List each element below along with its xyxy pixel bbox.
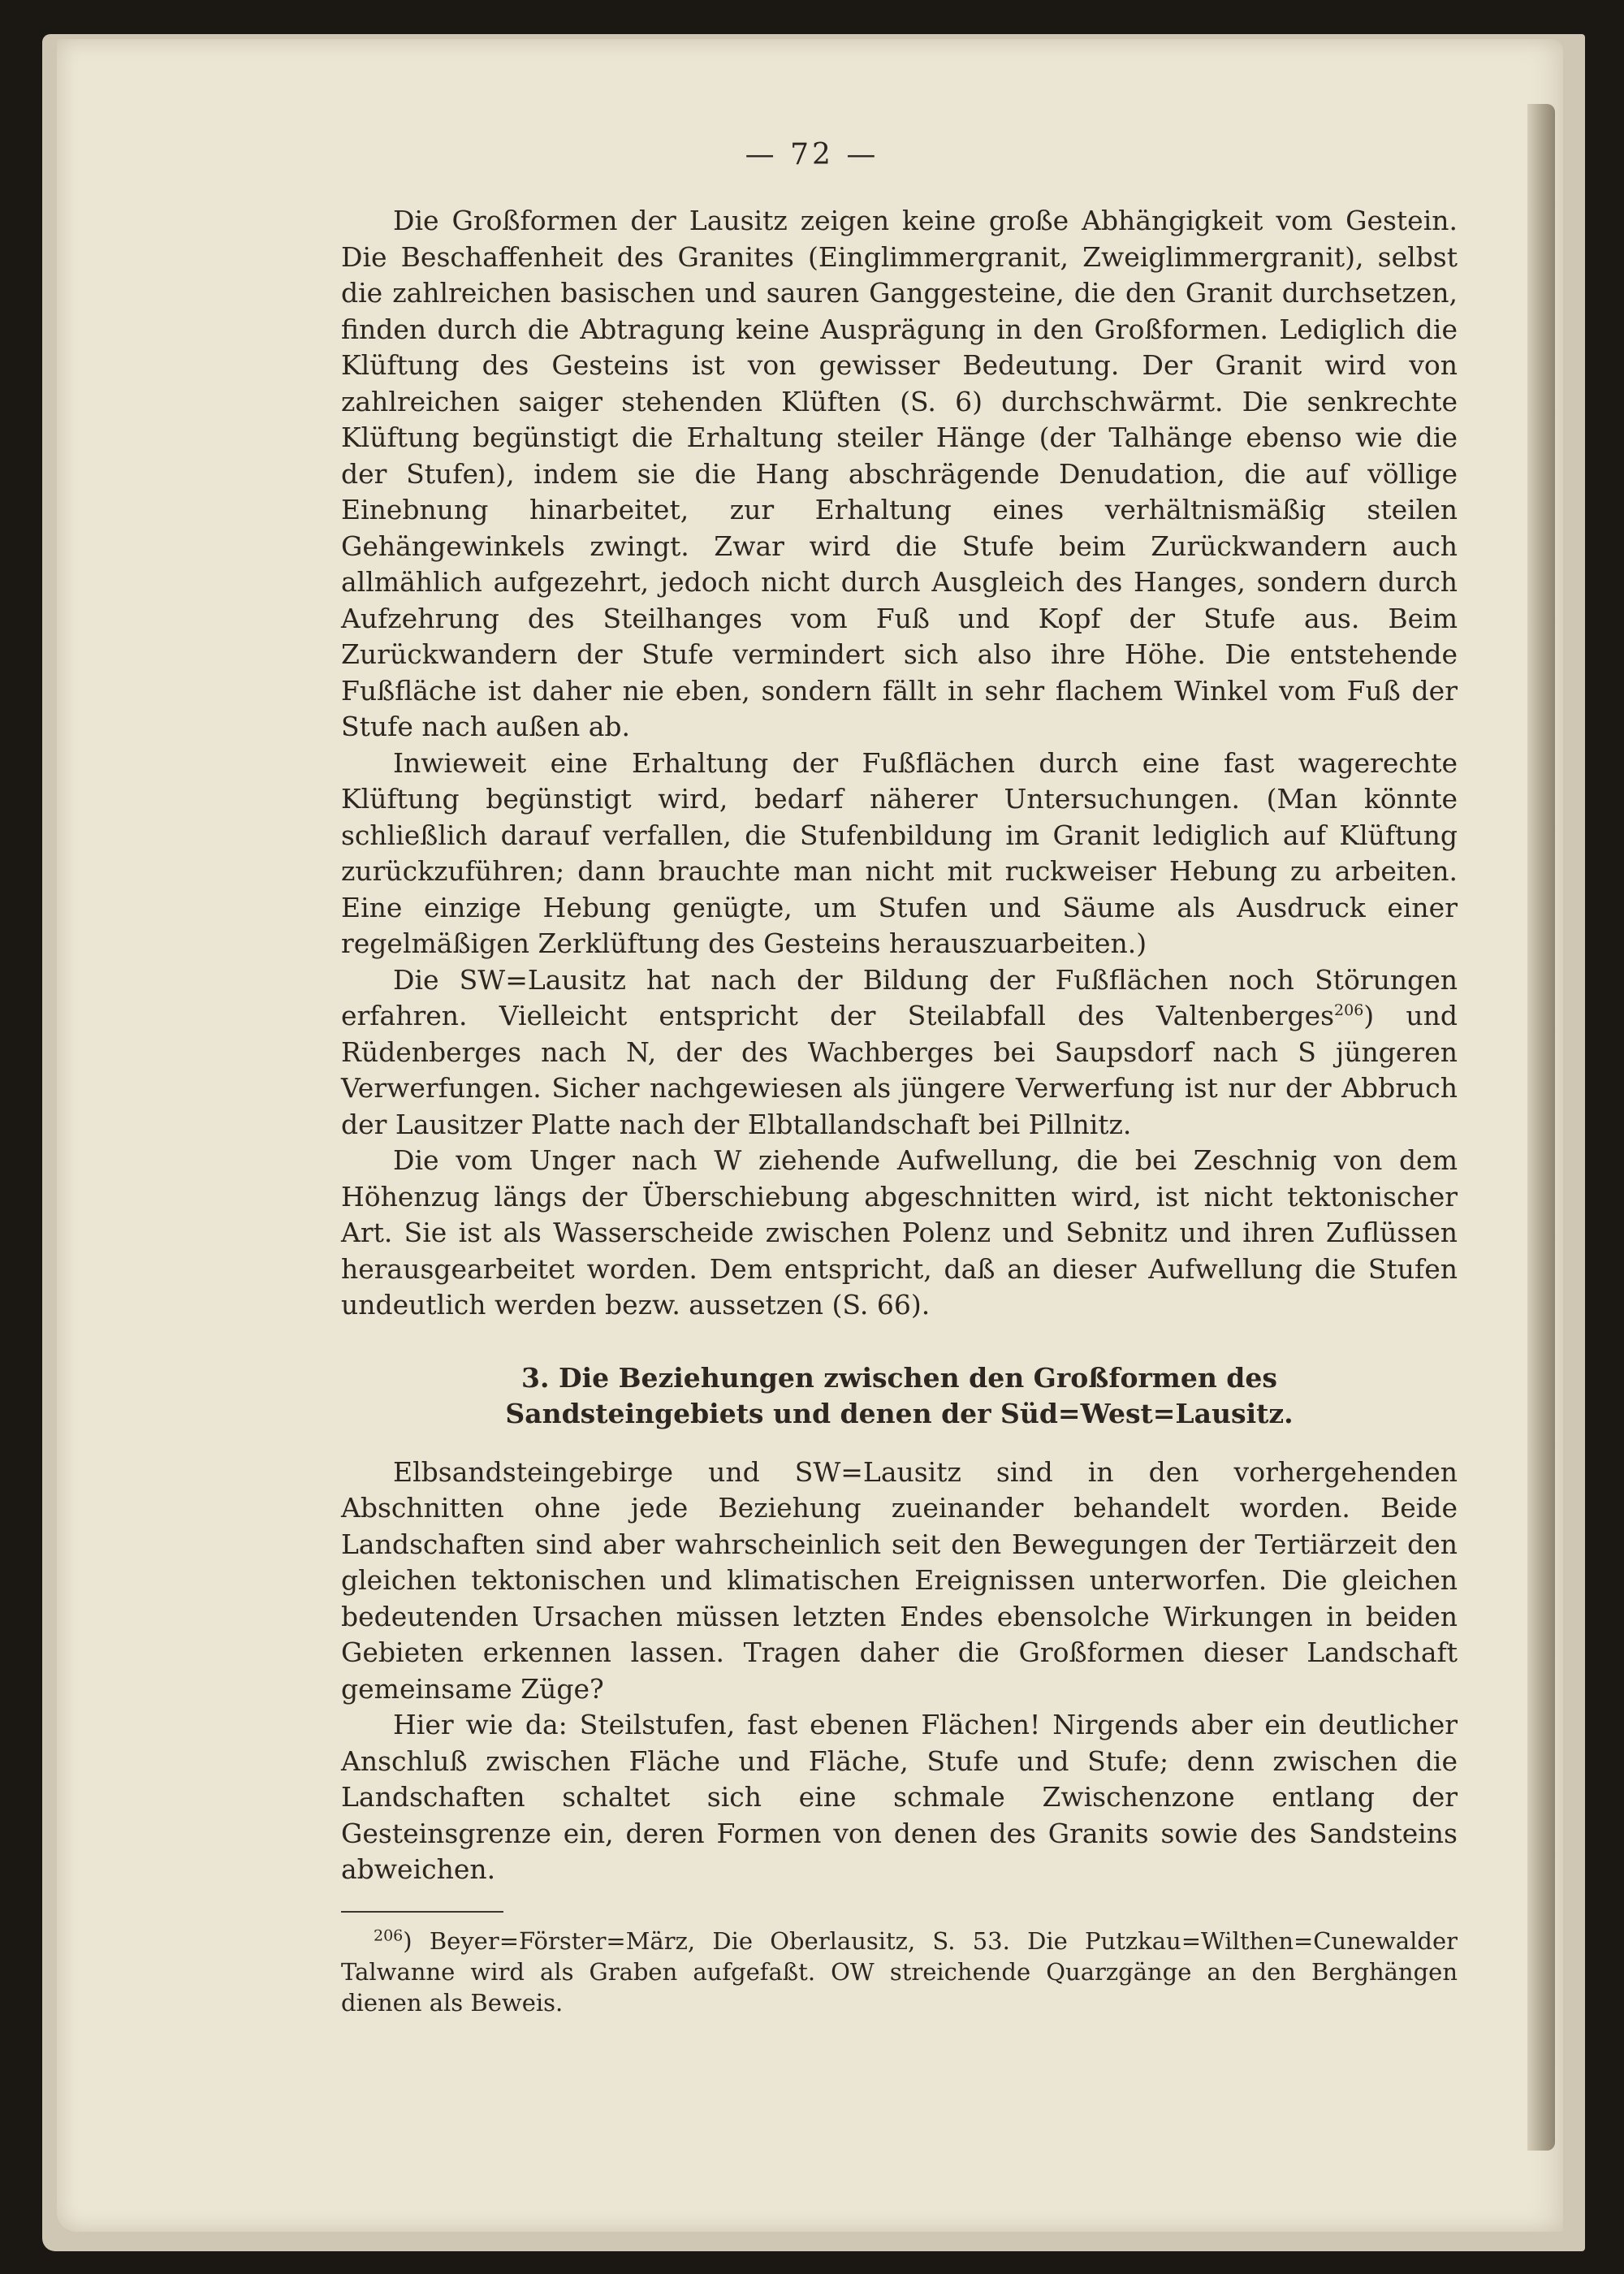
page-fore-edge (1527, 104, 1555, 2151)
footnote-reference: 206 (1334, 1001, 1364, 1019)
paragraph-granite-forms: Die Großformen der Lausitz zeigen keine große Abhängigkeit vom Gestein. Die Beschaffenheit des Granites (Einglimmergranit, Zweiglimmergranit), selbst die zahlreichen basischen und sauren Ganggesteine, die den Granit durchsetzen, finden durch die Abtragung keine Ausprägung in den Großformen. Lediglich die Klüftung des Gesteins ist von gewisser Bedeutung. Der Granit wird von zahlreichen saiger stehenden Klüften (S. 6) durchschwärmt. Die senkrechte Klüftung begünstigt die Erhaltung steiler Hänge (der Talhänge ebenso wie die der Stufen), indem sie die Hang abschrägende Denudation, die auf völlige Einebnung hinarbeitet, zur Erhaltung eines verhältnismäßig steilen Gehängewinkels zwingt. Zwar wird die Stufe beim Zurückwandern auch allmählich aufgezehrt, jedoch nicht durch Ausgleich des Hanges, sondern durch Aufzehrung des Steilhanges vom Fuß und Kopf der Stufe aus. Beim Zurückwandern der Stufe vermindert sich also ihre Höhe. Die entstehende Fußfläche ist daher nie eben, sondern fällt in sehr flachem Winkel vom Fuß der Stufe nach außen ab. (341, 205, 1458, 742)
paragraph-section-comparison: Hier wie da: Steilstufen, fast ebenen Flächen! Nirgends aber ein deutlicher Anschluß zwischen Fläche und Fläche, Stufe und Stufe; denn zwischen die Landschaften schaltet sich eine schmale Zwischenzone entlang der Gesteinsgrenze ein, deren Formen von denen des Granits sowie des Sandsteins abweichen. (341, 1709, 1458, 1885)
paragraph-section-intro: Elbsandsteingebirge und SW=Lausitz sind in den vorhergehenden Abschnitten ohne jede Beziehung zueinander behandelt worden. Beide Landschaften sind aber wahrscheinlich seit den Bewegungen der Tertiärzeit den gleichen tektonischen und klimatischen Ereignissen unterworfen. Die gleichen bedeutenden Ursachen müssen letzten Endes ebensolche Wirkungen in beiden Gebieten erkennen lassen. Tragen daher die Großformen dieser Landschaft gemeinsame Züge? (341, 1455, 1458, 1705)
footnote-divider (341, 1911, 503, 1913)
paragraph-sw-lausitz (341, 962, 1458, 1143)
section-heading: 3. Die Beziehungen zwischen den Großformen des Sandsteingebiets und denen der Süd=West=Lausitz. (505, 1361, 1294, 1429)
paragraph-sw-lausitz-text: Die SW=Lausitz hat nach der Bildung der Fußflächen noch Störungen erfahren. Vielleicht entspricht der Steilabfall des Valtenberges (341, 963, 1458, 1031)
footnote (341, 1926, 1458, 2018)
page-body (341, 203, 1458, 2018)
page-number: — 72 — (745, 138, 879, 171)
footnote-marker: 206 (374, 1926, 404, 1944)
paragraph-sw-lausitz-text-cont: ) und Rüdenberges nach N, der des Wachberges bei Saupsdorf nach S jüngeren Verwerfungen. Sicher nachgewiesen als jüngere Verwerfung ist nur der Abbruch der Lausitzer Platte nach der Elbtallandschaft bei Pillnitz. (341, 1000, 1458, 1140)
footnote-text: ) Beyer=Förster=März, Die Oberlausitz, S. 53. Die Putzkau=Wilthen=Cunewalder Talwanne wird als Graben aufgefaßt. OW streichende Quarzgänge an den Berghängen dienen als Beweis. (341, 1926, 1458, 2017)
paragraph-unger-upwarp: Die vom Unger nach W ziehende Aufwellung, die bei Zeschnig von dem Höhenzug längs der Überschiebung abgeschnitten wird, ist nicht tektonischer Art. Sie ist als Wasserscheide zwischen Polenz und Sebnitz und ihren Zuflüssen herausgearbeitet worden. Dem entspricht, daß an dieser Aufwellung die Stufen undeutlich werden bezw. aussetzen (S. 66). (341, 1144, 1458, 1321)
paragraph-joint-system: Inwieweit eine Erhaltung der Fußflächen durch eine fast wagerechte Klüftung begünstigt wird, bedarf näherer Untersuchungen. (Man könnte schließlich darauf verfallen, die Stufenbildung im Granit lediglich auf Klüftung zurückzuführen; dann brauchte man nicht mit ruckweiser Hebung zu arbeiten. Eine einzige Hebung genügte, um Stufen und Säume als Ausdruck einer regelmäßigen Zerklüftung des Gesteins herauszuarbeiten.) (341, 746, 1458, 959)
